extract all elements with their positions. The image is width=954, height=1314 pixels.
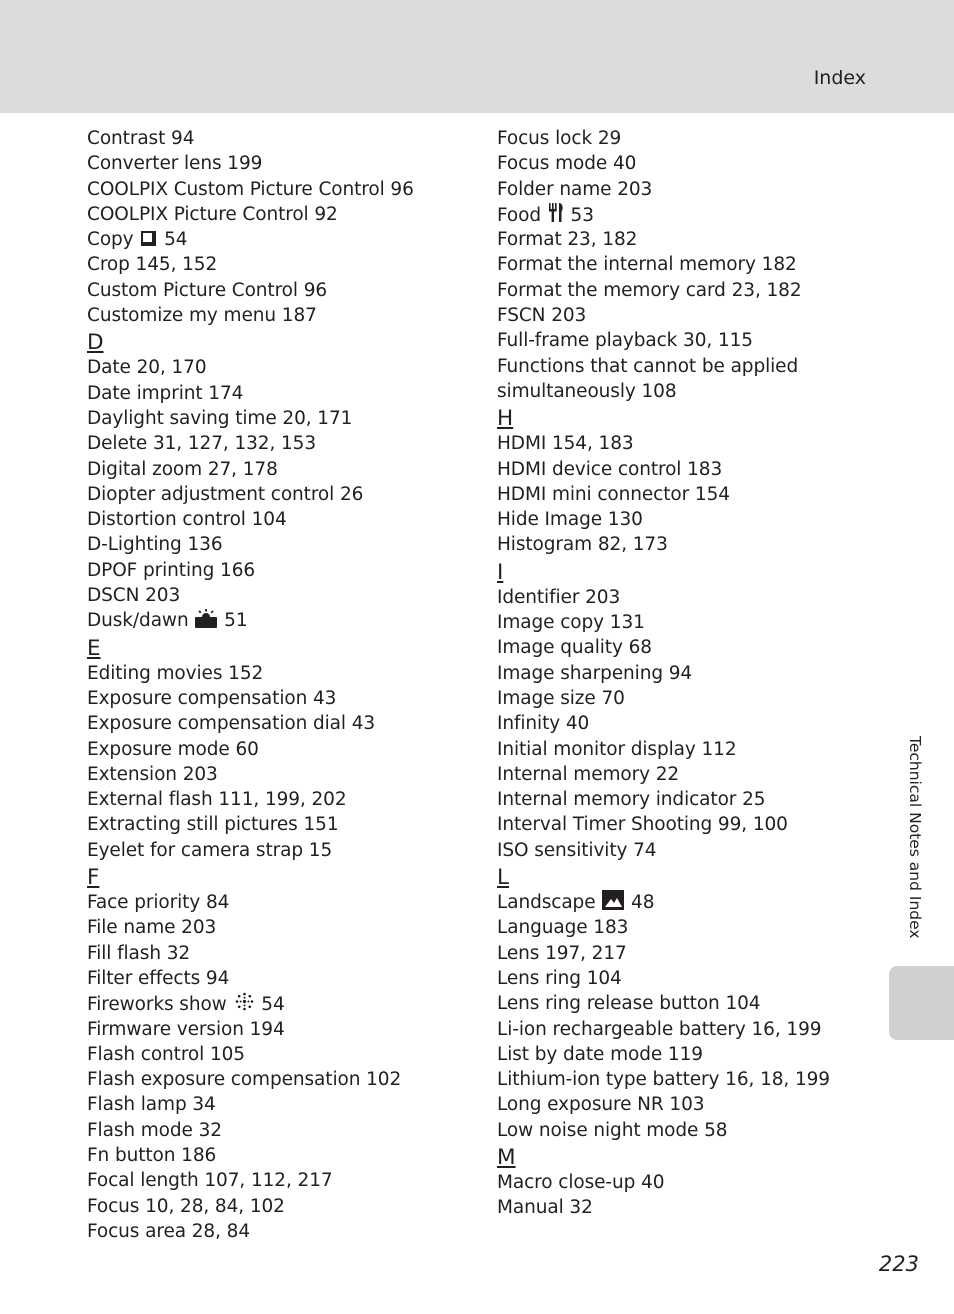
index-entry: Digital zoom 27, 178: [87, 458, 278, 480]
index-entry: Editing movies 152: [87, 662, 264, 684]
index-column-left: [87, 126, 467, 1244]
index-entry: List by date mode 119: [497, 1043, 703, 1065]
index-entry: Image size 70: [497, 687, 625, 709]
index-entry: Lens ring 104: [497, 967, 622, 989]
index-entry: Folder name 203: [497, 178, 653, 200]
section-tab: [889, 966, 954, 1040]
index-entry: simultaneously 108: [497, 380, 677, 402]
index-entry: Lens ring release button 104: [497, 993, 761, 1015]
index-letter-heading: M: [497, 1144, 516, 1170]
index-entry: Image quality 68: [497, 637, 652, 659]
index-entry: ISO sensitivity 74: [497, 839, 657, 861]
index-entry: Flash exposure compensation 102: [87, 1069, 402, 1091]
index-entry: Full-frame playback 30, 115: [497, 330, 753, 352]
index-letter-heading: D: [87, 330, 104, 356]
index-entry: FSCN 203: [497, 305, 587, 327]
index-entry-term: Food: [497, 204, 547, 226]
index-entry: Exposure compensation 43: [87, 687, 337, 709]
index-entry: Distortion control 104: [87, 509, 287, 531]
fireworks-icon: [234, 991, 255, 1012]
index-entry: [497, 890, 877, 915]
dusk-dawn-icon: [195, 609, 217, 628]
index-entry: HDMI 154, 183: [497, 433, 634, 455]
index-entry: Internal memory indicator 25: [497, 789, 766, 811]
copy-icon: [140, 230, 157, 247]
index-entry: Converter lens 199: [87, 153, 263, 175]
index-entry: Manual 32: [497, 1197, 593, 1219]
index-entry: Firmware version 194: [87, 1018, 285, 1040]
index-entry: Identifier 203: [497, 586, 621, 608]
index-entry: Internal memory 22: [497, 763, 680, 785]
index-entry: Filter effects 94: [87, 967, 230, 989]
index-entry: Flash control 105: [87, 1043, 245, 1065]
index-entry-pages: 54: [255, 994, 285, 1016]
index-entry: File name 203: [87, 917, 217, 939]
index-entry: Flash mode 32: [87, 1119, 222, 1141]
index-entry: Fill flash 32: [87, 942, 191, 964]
index-letter-heading: F: [87, 865, 100, 891]
index-entry-pages: 54: [158, 229, 188, 251]
index-entry: Extracting still pictures 151: [87, 814, 339, 836]
index-entry: Lithium-ion type battery 16, 18, 199: [497, 1069, 830, 1091]
index-letter-heading: L: [497, 865, 509, 891]
index-entry: Fn button 186: [87, 1144, 217, 1166]
index-entry: Initial monitor display 112: [497, 738, 737, 760]
index-entry: Customize my menu 187: [87, 305, 317, 327]
index-entry: Infinity 40: [497, 713, 590, 735]
index-entry: Date 20, 170: [87, 357, 207, 379]
index-entry: [87, 608, 467, 633]
food-icon: [548, 202, 564, 223]
index-entry: Exposure compensation dial 43: [87, 713, 376, 735]
index-entry: Contrast 94: [87, 128, 195, 149]
index-entry: Diopter adjustment control 26: [87, 483, 364, 505]
index-entry: Macro close-up 40: [497, 1171, 665, 1193]
index-entry: Li-ion rechargeable battery 16, 199: [497, 1018, 822, 1040]
index-entry: Exposure mode 60: [87, 738, 259, 760]
landscape-icon: [602, 890, 624, 910]
index-entry: External flash 111, 199, 202: [87, 789, 347, 811]
index-entry: Language 183: [497, 917, 629, 939]
index-entry: DPOF printing 166: [87, 559, 256, 581]
index-entry: [87, 227, 467, 252]
index-entry: Lens 197, 217: [497, 942, 627, 964]
page-number: 223: [878, 1252, 919, 1276]
index-entry-term: Fireworks show: [87, 994, 233, 1016]
index-entry: Focus lock 29: [497, 128, 622, 149]
index-entry: Focus mode 40: [497, 153, 637, 175]
index-entry: Flash lamp 34: [87, 1094, 216, 1116]
index-entry: Date imprint 174: [87, 382, 244, 404]
index-entry-term: Landscape: [497, 892, 602, 914]
index-entry: Interval Timer Shooting 99, 100: [497, 814, 788, 836]
index-entry: Format the internal memory 182: [497, 254, 797, 276]
section-side-label: Technical Notes and Index: [906, 736, 924, 939]
index-entry: Low noise night mode 58: [497, 1119, 728, 1141]
index-entry: HDMI device control 183: [497, 458, 723, 480]
index-entry: Daylight saving time 20, 171: [87, 407, 353, 429]
index-entry: DSCN 203: [87, 585, 181, 607]
index-entry: Histogram 82, 173: [497, 534, 668, 556]
index-entry: Focus area 28, 84: [87, 1220, 250, 1242]
index-entry: Long exposure NR 103: [497, 1094, 705, 1116]
index-entry-pages: 48: [625, 892, 655, 914]
index-entry: Extension 203: [87, 763, 218, 785]
index-entry: HDMI mini connector 154: [497, 483, 730, 505]
index-letter-heading: E: [87, 635, 101, 661]
index-entry: Face priority 84: [87, 892, 230, 914]
index-entry: Focus 10, 28, 84, 102: [87, 1195, 285, 1217]
header-title: Index: [813, 67, 866, 89]
index-entry: Image copy 131: [497, 612, 645, 634]
index-entry: Image sharpening 94: [497, 662, 693, 684]
index-entry: [87, 991, 467, 1016]
index-entry-term: Dusk/dawn: [87, 610, 195, 632]
index-entry: D-Lighting 136: [87, 534, 223, 556]
index-letter-heading: I: [497, 559, 504, 585]
index-letter-heading: H: [497, 406, 514, 432]
index-entry: COOLPIX Picture Control 92: [87, 203, 338, 225]
index-entry: Custom Picture Control 96: [87, 279, 328, 301]
index-entry: Eyelet for camera strap 15: [87, 839, 333, 861]
index-entry: [497, 202, 877, 227]
index-entry-pages: 51: [218, 610, 248, 632]
index-entry: Delete 31, 127, 132, 153: [87, 433, 317, 455]
index-entry-term: Copy: [87, 229, 140, 251]
index-entry: Functions that cannot be applied: [497, 355, 799, 377]
index-entry: Crop 145, 152: [87, 254, 218, 276]
index-entry: Format 23, 182: [497, 229, 638, 251]
index-entry-pages: 53: [564, 204, 594, 226]
header-band: [0, 0, 954, 113]
index-entry: Format the memory card 23, 182: [497, 279, 802, 301]
index-entry: COOLPIX Custom Picture Control 96: [87, 178, 414, 200]
index-column-right: [497, 126, 877, 1221]
index-entry: Focal length 107, 112, 217: [87, 1170, 333, 1192]
index-entry: Hide Image 130: [497, 509, 643, 531]
